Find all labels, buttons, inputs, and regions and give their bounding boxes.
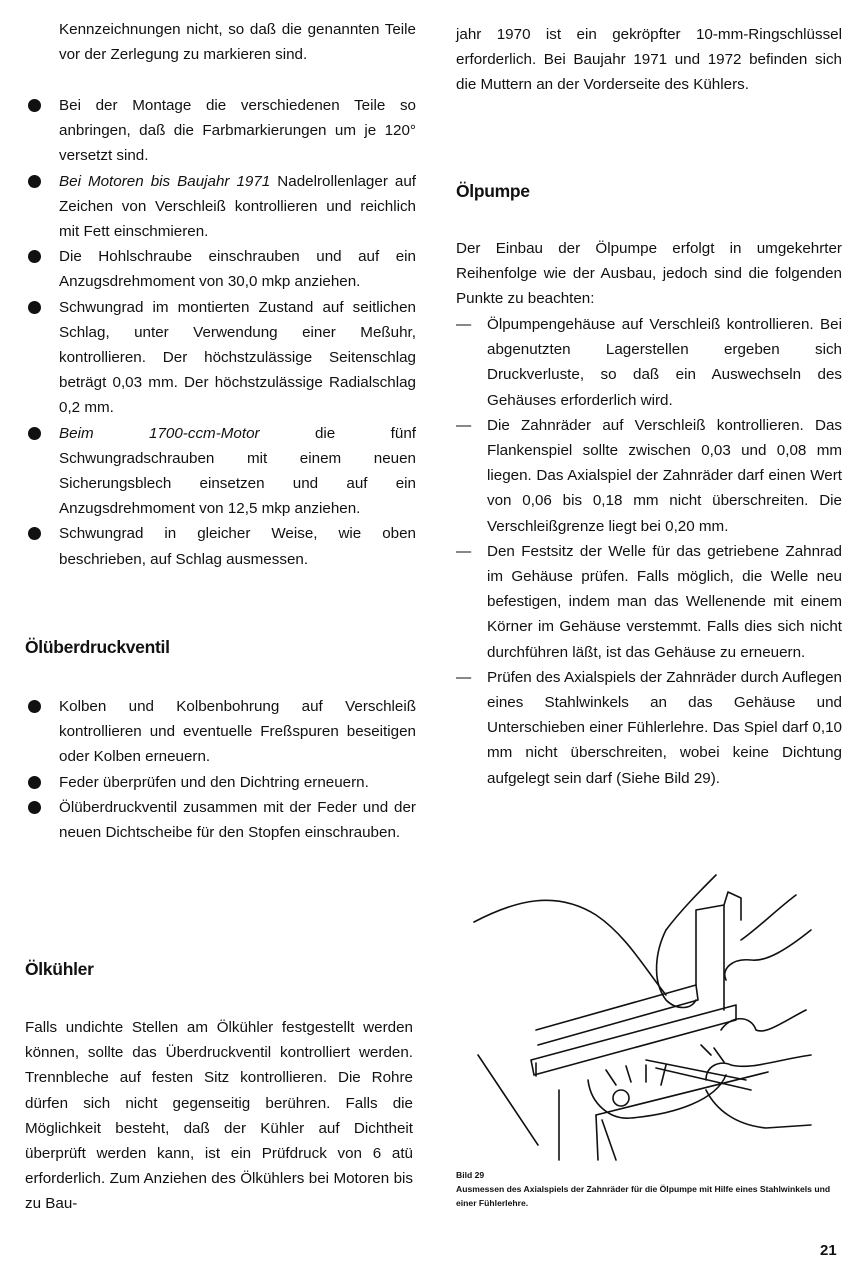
list-item: Schwungrad in gleicher Weise, wie oben beschrieben, auf Schlag ausmessen. xyxy=(28,521,416,571)
figure-label: Bild 29 xyxy=(456,1170,485,1180)
bullet-icon xyxy=(28,250,41,263)
list-item: Bei der Montage die verschiedenen Teile so anbringen, daß die Farbmarkierungen um je 120° versetzt sind. xyxy=(28,93,416,169)
bullet-icon xyxy=(28,776,41,789)
list-item: — Prüfen des Axialspiels der Zahnräder durch Auflegen eines Stahlwinkels an das Gehäuse und Unterschieben einer Fühlerlehre. Das Spiel darf 0,10 mm nicht überschreiten, wobei keine Dichtung aufgelegt sein darf (Siehe Bild 29). xyxy=(456,665,842,791)
hand-right xyxy=(706,895,811,1128)
continuation-text: Kennzeichnungen nicht, so daß die genannten Teile vor der Zerlegung zu markieren sind. xyxy=(59,21,416,64)
figure-caption-text: Ausmessen des Axialspiels der Zahnräder für die Ölpumpe mit Hilfe eines Stahlwinkels und einer Fühlerlehre. xyxy=(456,1184,831,1208)
dash-marker: — xyxy=(456,416,472,434)
list-item: — Die Zahnräder auf Verschleiß kontrollieren. Das Flankenspiel sollte zwischen 0,03 und 0,08 mm liegen. Das Axialspiel der Zahnräder darf einen Wert von 0,06 bis 0,18 mm nicht überschreiten. Die Verschleißgrenze liegt bei 0,20 mm. xyxy=(456,413,842,539)
list-item: — Den Festsitz der Welle für das getriebene Zahnrad im Gehäuse prüfen. Falls möglich, die Welle neu befestigen, indem man das Wellenende mit einem Körner im Gehäuse verstemmt. Falls dies sich nicht durchführen läßt, ist das Gehäuse zu erneuern. xyxy=(456,539,842,665)
list-item: Die Hohlschraube einschrauben und auf ein Anzugsdrehmoment von 30,0 mkp anziehen. xyxy=(28,244,416,294)
section-heading-oelueberdruckventil: Ölüberdruckventil xyxy=(25,637,170,657)
oelpumpe-intro: Der Einbau der Ölpumpe erfolgt in umgekehrter Reihenfolge wie der Ausbau, jedoch sind die folgenden Punkte zu beachten: xyxy=(456,240,842,308)
dash-marker: — xyxy=(456,316,472,333)
dash-marker: — xyxy=(456,668,472,686)
list-item: Ölüberdruckventil zusammen mit der Feder und der neuen Dichtscheibe für den Stopfen einschrauben. xyxy=(28,795,416,845)
bullet-list-1 xyxy=(28,93,416,572)
figure-illustration xyxy=(466,870,836,1165)
continuation-text: jahr 1970 ist ein gekröpfter 10-mm-Ringschlüssel erforderlich. Bei Baujahr 1971 und 1972 befinden sich die Muttern an der Vorderseite des Kühlers. xyxy=(456,26,842,94)
bullet-icon xyxy=(28,301,41,314)
bullet-icon xyxy=(28,700,41,713)
bullet-icon xyxy=(28,527,41,540)
feeler-gauge xyxy=(646,1060,751,1090)
steel-square xyxy=(531,892,741,1076)
dash-list xyxy=(456,312,842,791)
figure-caption xyxy=(456,1168,842,1210)
list-item: — Ölpumpengehäuse auf Verschleiß kontrollieren. Bei abgenutzten Lagerstellen ergeben sich Druckverluste, so daß ein Auswechseln des Gehäuses erforderlich wird. xyxy=(456,312,842,413)
list-item: Kolben und Kolbenbohrung auf Verschleiß kontrollieren und eventuelle Freßspuren beseitigen oder Kolben erneuern. xyxy=(28,694,416,770)
list-item: Feder überprüfen und den Dichtring erneuern. xyxy=(28,770,416,795)
bullet-list-2 xyxy=(28,694,416,845)
bullet-icon xyxy=(28,99,41,112)
section-heading-oelpumpe: Ölpumpe xyxy=(456,181,530,201)
oelkuehler-paragraph: Falls undichte Stellen am Ölkühler festgestellt werden können, sollte das Überdruckventil kontrolliert werden. Trennbleche auf festen Sitz kontrollieren. Die Rohre dürfen sich nicht gegenseitig berühren. Falls die Möglichkeit besteht, daß der Kühler auf Dichtheit überprüft werden kann, ist ein Prüfdruck von 6 atü erforderlich. Zum Anziehen des Ölkühlers bei Motoren bis zu Bau- xyxy=(25,1019,413,1213)
bullet-icon xyxy=(28,801,41,814)
page-number: 21 xyxy=(820,1242,837,1259)
list-item: Beim 1700-ccm-Motor die fünf Schwungradschrauben mit einem neuen Sicherungsblech einsetzen und auf ein Anzugsdrehmoment von 12,5 mkp anziehen. xyxy=(28,421,416,522)
dash-marker: — xyxy=(456,542,472,560)
bullet-icon xyxy=(28,427,41,440)
gear-housing xyxy=(588,1045,726,1118)
list-item: Bei Motoren bis Baujahr 1971 Nadelrollenlager auf Zeichen von Verschleiß kontrollieren und reichlich mit Fett einschmieren. xyxy=(28,169,416,245)
list-item: Schwungrad im montierten Zustand auf seitlichen Schlag, unter Verwendung einer Meßuhr, kontrollieren. Der höchstzulässige Seitenschlag beträgt 0,03 mm. Der höchstzulässige Radialschlag 0,2 mm. xyxy=(28,295,416,421)
bullet-icon xyxy=(28,175,41,188)
section-heading-oelkuehler: Ölkühler xyxy=(25,959,94,979)
